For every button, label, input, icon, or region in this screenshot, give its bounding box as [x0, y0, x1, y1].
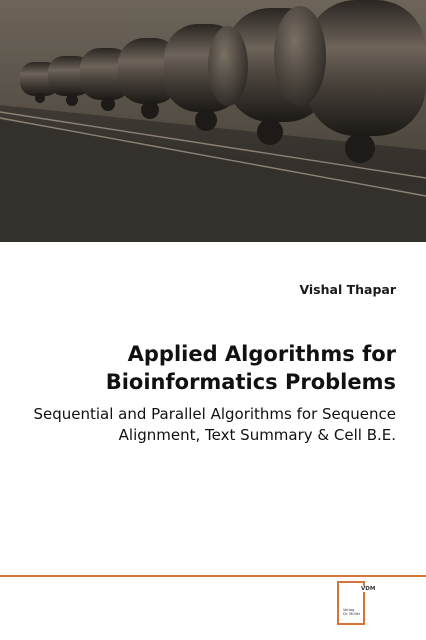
- author-name: Vishal Thapar: [299, 282, 396, 297]
- title-line-2: Bioinformatics Problems: [105, 370, 396, 394]
- cover-photo: [0, 0, 426, 242]
- book-title: [16, 340, 396, 396]
- title-line-1: Applied Algorithms for: [127, 342, 396, 366]
- publisher-brand: VDM: [361, 586, 376, 592]
- publisher-logo: [337, 581, 376, 625]
- publisher-line-1: Verlag: [343, 608, 355, 612]
- orange-divider: [0, 575, 426, 577]
- publisher-line-2: Dr. Müller: [343, 612, 361, 617]
- book-subtitle: Sequential and Parallel Algorithms for Sequence Alignment, Text Summary & Cell B.E.: [33, 405, 396, 444]
- tank-train-image: [0, 0, 426, 242]
- publisher-name: [343, 608, 360, 616]
